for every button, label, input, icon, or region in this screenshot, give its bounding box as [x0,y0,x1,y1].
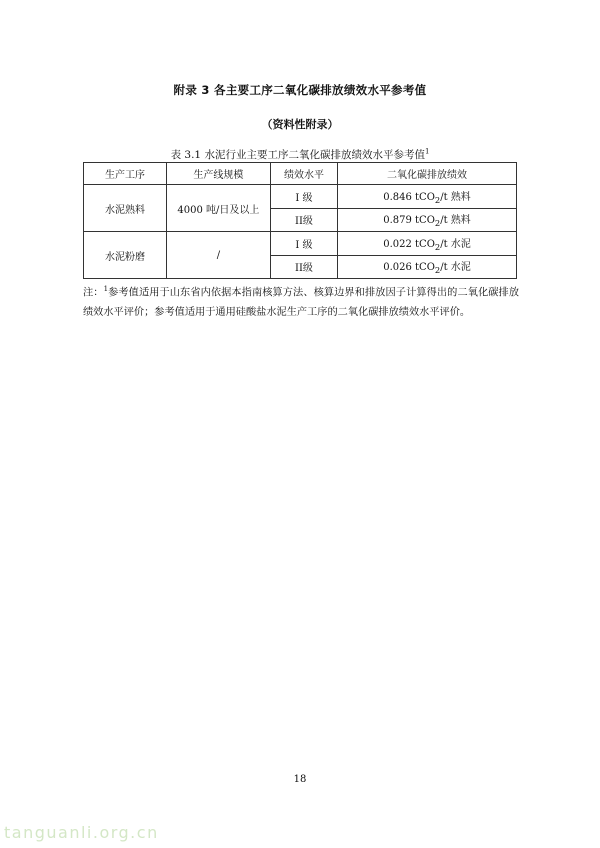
table-caption [0,147,600,162]
cell-scale: 4000 吨/日及以上 [166,185,270,232]
table-header-row [84,163,517,185]
cell-emission [338,208,517,232]
cell-level: I 级 [270,232,337,256]
emission-unit: /t 水泥 [440,238,471,250]
emission-reference-table [83,162,517,279]
cell-emission [338,232,517,256]
cell-level: II级 [270,255,337,279]
note-prefix: 注： [83,287,104,299]
emission-value: 0.022 tCO [383,238,435,250]
emission-subscript: 2 [434,194,441,205]
emission-value: 0.879 tCO [383,215,435,227]
header-process: 生产工序 [84,163,167,185]
table-caption-text: 表 3.1 水泥行业主要工序二氧化碳排放绩效水平参考值 [170,149,425,161]
cell-emission [338,185,517,209]
emission-unit: /t 熟料 [440,191,471,203]
table-note [83,279,519,323]
emission-unit: /t 熟料 [440,215,471,227]
cell-level: I 级 [270,185,337,209]
appendix-subheading: （资料性附录） [261,118,339,131]
note-footnote-marker: 1 [103,285,109,293]
emission-subscript: 2 [434,265,441,276]
emission-subscript: 2 [434,218,441,229]
table-caption-footnote-marker: 1 [424,147,430,156]
cell-emission [338,255,517,279]
emission-unit: /t 水泥 [440,262,471,274]
page-number: 18 [293,774,307,785]
cell-process: 水泥粉磨 [84,232,167,279]
table-row [84,185,517,209]
emission-value: 0.026 tCO [383,262,435,274]
header-emission: 二氧化碳排放绩效 [338,163,517,185]
emission-subscript: 2 [434,241,441,252]
emission-value: 0.846 tCO [383,191,435,203]
appendix-heading: 附录 3 各主要工序二氧化碳排放绩效水平参考值 [173,83,427,97]
table-row [84,232,517,256]
header-scale: 生产线规模 [166,163,270,185]
cell-process: 水泥熟料 [84,185,167,232]
cell-scale: / [166,232,270,279]
cell-level: II级 [270,208,337,232]
header-level: 绩效水平 [270,163,337,185]
note-text: 参考值适用于山东省内依据本指南核算方法、核算边界和排放因子计算得出的二氧化碳排放绩效水平评价；参考值适用于通用硅酸盐水泥生产工序的二氧化碳排放绩效水平评价。 [83,287,520,319]
site-watermark: tanguanli.org.cn [4,823,159,842]
